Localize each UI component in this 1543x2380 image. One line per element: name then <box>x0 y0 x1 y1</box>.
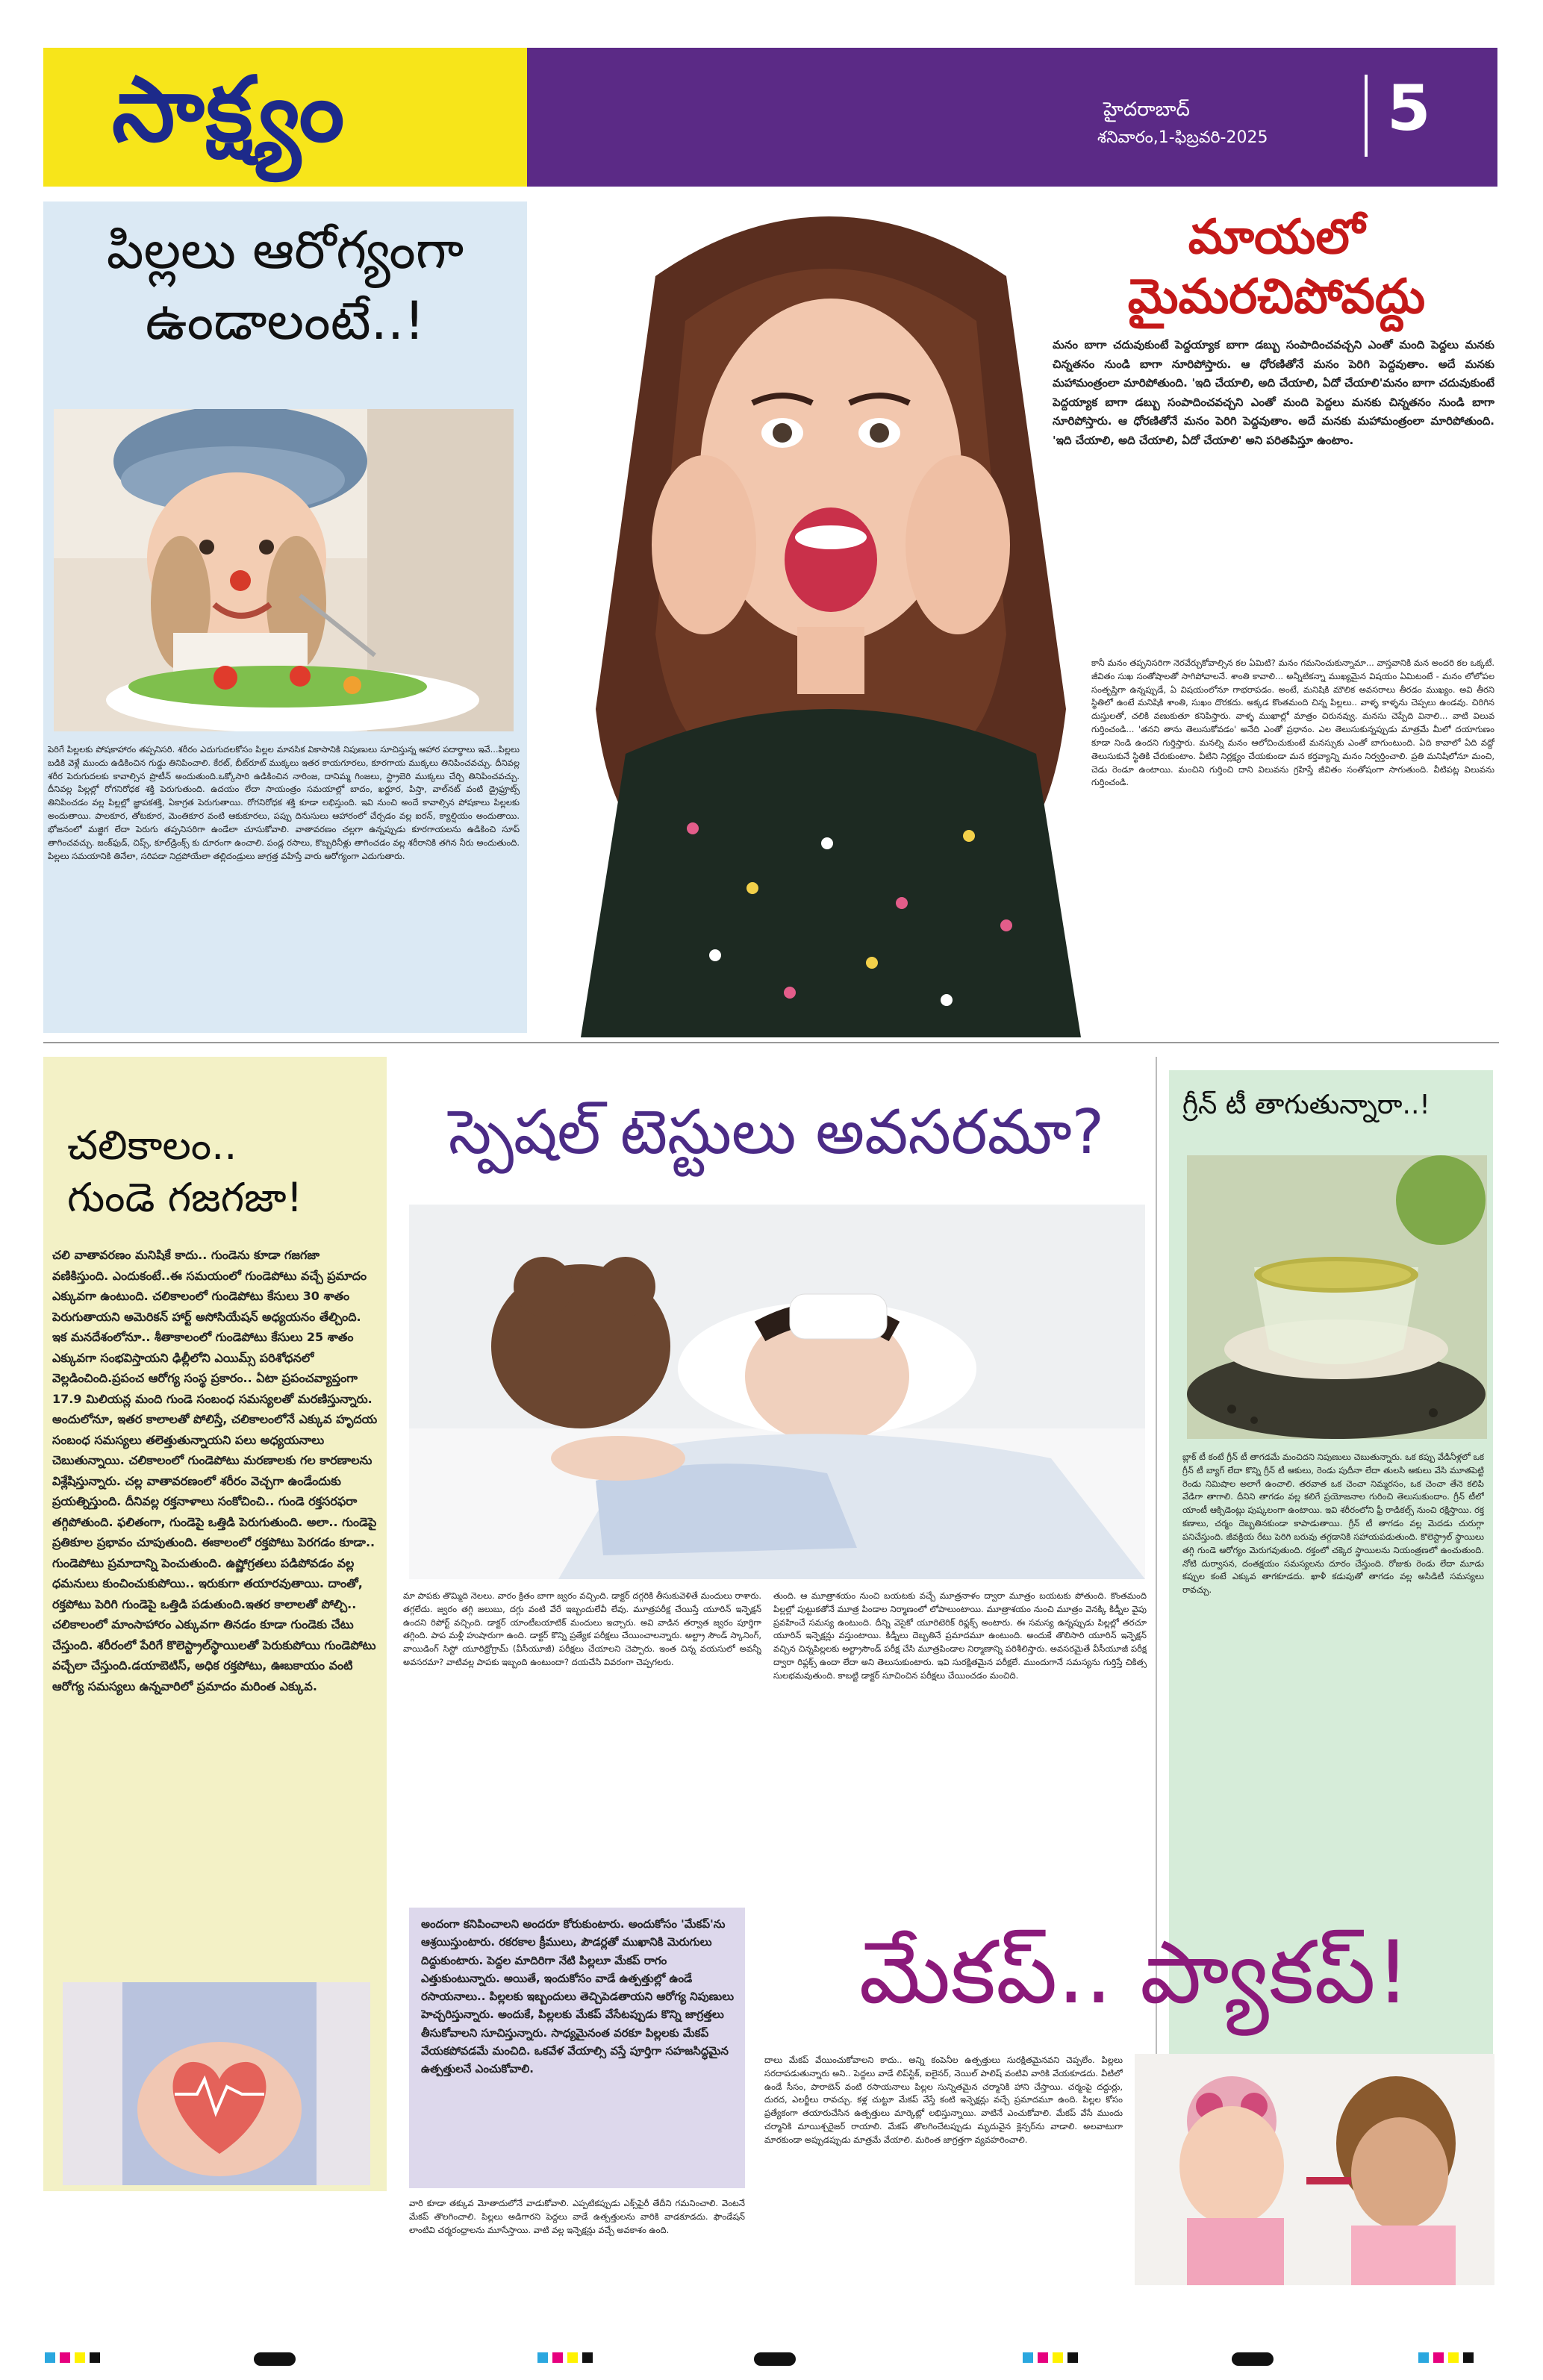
registration-mark-yellow <box>75 2352 85 2363</box>
page-number: 5 <box>1387 72 1431 145</box>
registration-mark-yellow <box>567 2352 578 2363</box>
registration-mark-cyan <box>1023 2352 1033 2363</box>
registration-mark-black <box>582 2352 593 2363</box>
registration-mark-magenta <box>60 2352 70 2363</box>
registration-oval <box>1232 2352 1274 2366</box>
makeup-headline[interactable]: మేకప్.. ప్యాకప్! <box>858 1923 1411 2023</box>
kids-health-headline[interactable] <box>52 215 518 356</box>
green-tea-body: బ్లాక్ టీ కంటే గ్రీన్ టీ తాగడమే మంచిదని నిపుణులు చెబుతున్నారు. ఒక కప్పు వేడినీళ్లలో ఒక గ్రీన్ టీ బ్యాగ్ లేదా కొన్ని గ్రీన్ టీ ఆకులు, రెండు పుదీనా లేదా తులసి ఆకులు వేసి మూతపెట్టి రెండు నిమిషాల అలాగే ఉంచాలి. తరవాత ఒక చెంచా నిమ్మరసం, ఒక చెంచా తేనె కలిపి వేడిగా తాగాలి. దీనిని తాగడం వల్ల కలిగే ప్రయోజనాల గురించి తెలుసుకుందాం. గ్రీన్ టీలో యాంటీ ఆక్సిడెంట్లు పుష్కలంగా ఉంటాయి. ఇవి శరీరంలోని ఫ్రీ రాడికల్స్ నుంచి రక్షిస్తాయి. రక్త కణాలు, చర్మం దెబ్బతినకుండా కాపాడుతాయి. గ్రీన్ టీ తాగడం వల్ల మెదడు చురుగ్గా పనిచేస్తుంది. జీవక్రియ రేటు పెరిగి బరువు తగ్గడానికి సహాయపడుతుంది. కొలెస్ట్రాల్ స్థాయిలు తగ్గి గుండె ఆరోగ్యం మెరుగవుతుంది. రక్తంలో చక్కెర స్థాయిలను నియంత్రణలో ఉంచుతుంది. నోటి దుర్వాసన, దంతక్షయం సమస్యలను దూరం చేస్తుంది. రోజుకు రెండు లేదా మూడు కప్పుల కంటే ఎక్కువ తాగకూడదు. ఖాళీ కడుపుతో తాగడం వల్ల అసిడిటీ సమస్యలు రావచ్చు. <box>1182 1452 1484 1596</box>
newspaper-logo: సాక్ష్యం <box>112 58 346 162</box>
heart-health-photo <box>63 1982 370 2185</box>
child-eating-salad-photo <box>54 409 514 731</box>
makeup-column-1: వారి కూడా తక్కువ మోతాదులోనే వాడుకోవాలి. ఎప్పటికప్పుడు ఎక్స్‌పైరీ తేదీని గమనించాలి. వెంటనే మేకప్ తొలగించాలి. పిల్లలు అడిగారని పెద్దలు వాడే ఉత్పత్తులను వారికి వాడకూడదు. ఫౌండేషన్ లాంటివి చర్మరంధ్రాలను మూసేస్తాయి. వాటి వల్ల ఇన్ఫెక్షన్లు వచ్చే అవకాశం ఉంది. <box>409 2198 745 2235</box>
makeup-intro-text: అందంగా కనిపించాలని అందరూ కోరుకుంటారు. అందుకోసం 'మేకప్'ను ఆశ్రయిస్తుంటారు. రకరకాల క్రీములు, పౌడర్లతో ముఖానికి మెరుగులు దిద్దుకుంటారు. పెద్దల మాదిరిగా నేటి పిల్లలూ మేకప్ రాగం ఎత్తుకుంటున్నారు. అయితే, ఇందుకోసం వాడే ఉత్పత్తుల్లో ఉండే రసాయనాలు.. పిల్లలకు ఇబ్బందులు తెచ్చిపెడతాయని ఆరోగ్య నిపుణులు హెచ్చరిస్తున్నారు. అందుకే, పిల్లలకు మేకప్ వేసేటప్పుడు కొన్ని జాగ్రత్తలు తీసుకోవాలని సూచిస్తున్నారు. సాధ్యమైనంత వరకూ పిల్లలకు మేకప్ వేయకపోవడమే మంచిది. ఒకవేళ వేయాల్సి వస్తే పూర్తిగా సహజసిద్ధమైన ఉత్పత్తులనే ఎంచుకోవాలి. <box>421 1917 735 2076</box>
maya-headline-line1: మాయలో <box>1188 210 1365 265</box>
kids-headline-line2: ఉండాలంటే..! <box>145 290 426 352</box>
registration-mark-yellow <box>1053 2352 1063 2363</box>
edition-date: శనివారం,1-ఫిబ్రవరి-2025 <box>1097 128 1268 147</box>
winter-headline-line1: చలికాలం.. <box>67 1122 237 1169</box>
masthead-divider <box>1365 75 1368 157</box>
registration-mark-cyan <box>1418 2352 1429 2363</box>
special-tests-column-2: తుంది. ఆ మూత్రాశయం నుంచి బయటకు వచ్చే మూత్రనాళం ద్వారా మూత్రం బయటకు పోతుంది. కొంతమంది పిల్లల్లో పుట్టుకతోనే మూత్ర పిండాల నిర్మాణంలో లోపాలుంటాయి. మూత్రాశయం నుంచి మూత్రం వెనక్కి కిడ్నీల వైపు ప్రవహించే సమస్య ఉంటుంది. దీన్ని వెసైకో యూరిటెరిక్ రిఫ్లక్స్ అంటారు. ఈ సమస్య ఉన్నప్పుడు పిల్లల్లో తరచూ యూరిన్ ఇన్ఫెక్షన్లు వస్తుంటాయి. కిడ్నీలు దెబ్బతినే ప్రమాదమూ ఉంటుంది. అందుకే తొలిసారి యూరిన్ ఇన్ఫెక్షన్ వచ్చిన చిన్నపిల్లలకు అల్ట్రాసౌండ్ పరీక్ష చేసి మూత్రపిండాల నిర్మాణాన్ని పరిశీలిస్తారు. అవసరమైతే వీసీయూజీ పరీక్ష ద్వారా రిఫ్లక్స్ ఉందా లేదా అని తెలుసుకుంటారు. ఇవి సురక్షితమైన పరీక్షలే. ముందుగానే సమస్యను గుర్తిస్తే చికిత్స సులభమవుతుంది. కాబట్టి డాక్టర్ సూచించిన పరీక్షలు చేయించడం మంచిది. <box>773 1590 1147 1681</box>
registration-mark-magenta <box>1038 2352 1048 2363</box>
registration-mark-black <box>1067 2352 1078 2363</box>
winter-headline-line2: గుండె గజగజా! <box>67 1174 303 1222</box>
registration-mark-cyan <box>45 2352 55 2363</box>
green-tea-headline[interactable]: గ్రీన్ టీ తాగుతున్నారా..! <box>1182 1090 1430 1120</box>
registration-mark-magenta <box>1433 2352 1444 2363</box>
registration-mark-cyan <box>537 2352 548 2363</box>
special-tests-headline[interactable]: స్పెషల్ టెస్టులు అవసరమా? <box>448 1097 1105 1168</box>
special-tests-column-1: మా పాపకు తొమ్మిది నెలలు. వారం క్రితం బాగా జ్వరం వచ్చింది. డాక్టర్ దగ్గరికి తీసుకువెళితే మందులు రాశారు. తగ్గలేదు. జ్వరం తగ్గి జలుబు, దగ్గు వంటి వేరే ఇబ్బందులేవీ లేవు. మూత్రపరీక్ష చేయిస్తే యూరిన్ ఇన్ఫెక్షన్ ఉందని రిపోర్ట్ వచ్చింది. డాక్టర్ యాంటీబయాటిక్ మందులు ఇచ్చారు. అవి వాడిన తర్వాత జ్వరం పూర్తిగా తగ్గింది. పాప మళ్లీ హుషారుగా ఉంది. డాక్టర్ కొన్ని ప్రత్యేక పరీక్షలు చేయించాలన్నారు. అల్ట్రా సౌండ్ స్కానింగ్, వాయిడింగ్ సిస్టో యూరిథ్రోగ్రామ్ (వీసీయూజీ) పరీక్షలు చేయాలని చెప్పారు. ఇంత చిన్న వయసులో అవన్నీ అవసరమా? వాటివల్ల పాపకు ఇబ్బంది ఉంటుందా? దయచేసి వివరంగా చెప్పగలరు. <box>403 1590 761 1668</box>
winter-heart-headline[interactable] <box>67 1119 302 1224</box>
makeup-column-2: దాలు మేకప్ వేయించుకోవాలని కాదు.. అన్ని కంపెనీల ఉత్పత్తులు సురక్షితమైనవని చెప్పలేం. పిల్లలు సరదాపడుతున్నారు అని.. పెద్దలు వాడే లిప్‌స్టిక్, ఐలైనర్, నెయిల్ పాలిష్ వంటివి వారికి వేయకూడదు. వీటిలో ఉండే సీసం, పారాబెన్ వంటి రసాయనాలు పిల్లల సున్నితమైన చర్మానికి హాని చేస్తాయి. చర్మంపై దద్దుర్లు, దురద, ఎలర్జీలు రావచ్చు. కళ్ల చుట్టూ మేకప్ వేస్తే కంటి ఇన్ఫెక్షన్లు వచ్చే ప్రమాదమూ ఉంది. పిల్లల కోసం ప్రత్యేకంగా తయారుచేసిన ఉత్పత్తులు మార్కెట్లో లభిస్తున్నాయి. వాటినే ఎంచుకోవాలి. మేకప్ వేసే ముందు చర్మానికి మాయిశ్చరైజర్ రాయాలి. మేకప్ తొలగించేటప్పుడు మృదువైన క్లెన్సర్‌ను వాడాలి. అలవాటుగా మారకుండా అప్పుడప్పుడు మాత్రమే వేయాలి. మరింత జాగ్రత్తగా వ్యవహరించాలి. <box>764 2055 1123 2145</box>
surprised-woman-photo <box>529 187 1133 1037</box>
maya-headline-line2: మైమరచిపోవద్దు <box>1127 269 1426 325</box>
winter-heart-body: చలి వాతావరణం మనిషికే కాదు.. గుండెను కూడా గజగజా వణికిస్తుంది. ఎందుకంటే..ఈ సమయంలో గుండెపోటు వచ్చే ప్రమాదం ఎక్కువగా ఉంటుంది. చలికాలంలో గుండెపోటు కేసులు 30 శాతం పెరుగుతాయని అమెరికన్ హార్ట్ అసోసియేషన్ అధ్యయనం తేల్చింది. ఇక మనదేశంలోనూ.. శీతాకాలంలో గుండెపోటు కేసులు 25 శాతం ఎక్కువగా సంభవిస్తాయని ఢిల్లీలోని ఎయిమ్స్ పరిశోధనలో వెల్లడించింది.ప్రపంచ ఆరోగ్య సంస్థ ప్రకారం.. ఏటా ప్రపంచవ్యాప్తంగా 17.9 మిలియన్ల మంది గుండె సంబంధ సమస్యలతో మరణిస్తున్నారు. అందులోనూ, ఇతర కాలాలతో పోలిస్తే, చలికాలంలోనే ఎక్కువ హృదయ సంబంధ సమస్యలు తలెత్తుతున్నాయని పలు అధ్యయనాలు చెబుతున్నాయి. చలికాలంలో గుండెపోటు మరణాలకు గల కారణాలను విశ్లేషిస్తున్నారు. చల్ల వాతావరణంలో శరీరం వెచ్చగా ఉండేందుకు ప్రయత్నిస్తుంది. దీనివల్ల రక్తనాళాలు సంకోచించి.. గుండె రక్తసరఫరా తగ్గిపోతుంది. ఫలితంగా, గుండెపై ఒత్తిడి పెరుగుతుంది. అలా.. గుండెపై ప్రతికూల ప్రభావం చూపుతుంది. ఈకాలంలో రక్తపోటు పెరగడం కూడా.. గుండెపోటు ప్రమాదాన్ని పెంచుతుంది. ఉష్ణోగ్రతలు పడిపోవడం వల్ల ధమనులు కుంచించుకుపోయి.. ఇరుకుగా తయారవుతాయి. దాంతో, రక్తపోటు పెరిగి గుండెపై ఒత్తిడి పడుతుంది.ఇతర కాలాలతో పోల్చి.. చలికాలంలో మాంసాహారం ఎక్కువగా తినడం కూడా గుండెకు చేటు చేస్తుంది. శరీరంలో పేరిగే కొలెస్ట్రాల్‌స్థాయిలతో పెరుకుపోయి గుండెపోటు వచ్చేలా చేస్తుంది.డయాబెటిస్, అధిక రక్తపోటు, ఊబకాయం వంటి ఆరోగ్య సమస్యలు ఉన్నవారిలో ప్రమాదం మరింత ఎక్కువ. <box>52 1248 378 1693</box>
section-divider <box>43 1042 1499 1043</box>
registration-mark-yellow <box>1448 2352 1459 2363</box>
registration-mark-black <box>1463 2352 1474 2363</box>
registration-oval <box>754 2352 796 2366</box>
sick-child-in-bed-photo <box>409 1205 1145 1579</box>
kids-headline-line1: పిల్లలు ఆరోగ్యంగా <box>106 219 464 281</box>
maya-article-body: కానీ మనం తప్పనిసరిగా నెరవేర్చుకోవాల్సిన కల ఏమిటి? మనం గమనించుకున్నామా... వాస్తవానికి మన అందరి కల ఒక్కటే. జీవితం సుఖ సంతోషాలతో సాగిపోవాలనే. శాంతి కావాలి... అన్నీటికన్నా ముఖ్యమైన విషయం ఏమిటంటే - మనం లోలోపల సంతృప్తిగా ఉన్నప్పుడే, ఏ విషయంలోనూ గాభరాపడం. అంటే, మనిషికి మౌలిక అవసరాలు తీరడం ముఖ్యం. అవి తీరని స్థితిలో ఉంటే మనిషికి శాంతి, సుఖం దొరకదు. అక్కడ కొంతమంది చిన్న పిల్లలు.. వాళ్ళ కాళ్ళను చెప్పలు ఉండవు. చిరిగిన దుస్తులతో, చలికి వణుకుతూ కనిపిస్తారు. వాళ్ళ ముఖాల్లో మాత్రం చిరునవ్వు. మనసు చెప్పేది వినాలి... వాటి విలువ గుర్తించండి... 'తనని తాను తెలుసుకోవడం' అనేది ఎంతో ప్రధానం. ఎల తెలుసుకున్నప్పుడు మాత్రమే మీలో దయాగుణం కూడా నిండి ఉందని గుర్తిస్తారు. మనల్ని మనం ఆలోచించుకుంటే మనస్సుకు ఎంతో బాగుంటుంది. ఏది కావాలో ఏది వద్దో తెలుసుకునే స్థితికి చేరుకుంటాం. వీటిని నిర్లక్ష్యం చేయకుండా మన కర్తవ్యాన్ని మనం నిర్వర్తించాలి. ప్రతి మనిషిలోనూ మంచి, చెడు రెండూ ఉంటాయి. మంచిని గుర్తించి దాని విలువను గ్రహిస్తే జీవితం సంతోషంగా సాగుతుంది. వీటిపట్ల విలువను గుర్తించండి. <box>1091 658 1494 788</box>
girls-playing-makeup-photo <box>1135 2054 1494 2285</box>
maya-article-headline[interactable] <box>1060 207 1493 327</box>
maya-article-intro: మనం బాగా చదువుకుంటే పెద్దయ్యాక బాగా డబ్బు సంపాదించవచ్చని ఎంతో మంది పెద్దలు మనకు చిన్నతనం నుండి బాగా నూరిపోస్తారు. ఆ ధోరణితోనే మనం పెరిగి పెద్దవుతాం. అదే మనకు మహామంత్రంలా మారిపోతుంది. 'ఇది చేయాలి, అది చేయాలి, ఏదో చేయాలి'మనం బాగా చదువుకుంటే పెద్దయ్యాక బాగా డబ్బు సంపాదించవచ్చని ఎంతో మంది పెద్దలు మనకు చిన్నతనం నుండి బాగా నూరిపోస్తారు. ఆ ధోరణితోనే మనం పెరిగి పెద్దవుతాం. అదే మనకు మహామంత్రంలా మారిపోతుంది. 'ఇది చేయాలి, అది చేయాలి, ఏదో చేయాలి' అని పరితపిస్తూ ఉంటాం. <box>1053 338 1494 447</box>
kids-health-body: పెరిగే పిల్లలకు పోషకాహారం తప్పనిసరి. శరీరం ఎదుగుదలకోసం పిల్లల మానసిక వికాసానికి నిపుణులు సూచిస్తున్న ఆహార పదార్థాలు ఇవే...పిల్లలు బడికి వెళ్లే ముందు ఉడికించిన గుడ్డు తినిపించాలి. కేరట్, బీట్‌రూట్ ముక్కలు ఇతర కాయగూరలు, కూరగాయ ముక్కలు తినిపించవచ్చు. దీనివల్ల శరీర పెరుగుదలకు కావాల్సిన ప్రొటీన్ అందుతుంది.ఒక్కోసారి ఉడికించిన నారింజ, దానిమ్మ గింజలు, స్ట్రాబెరి ముక్కలు చేర్చి తినిపించవచ్చు. దీనివల్ల పిల్లల్లో రోగనిరోధక శక్తి పెరుగుతుంది. ఉదయం లేదా సాయంత్రం సమయాల్లో బాదం, ఖర్జూర, పిస్తా, వాల్‌నట్ వంటి డ్రైఫ్రూట్స్ తినిపించడం వల్ల పిల్లల్లో జ్ఞాపకశక్తి, ఏకాగ్రత పెరుగుతాయి. రోగనిరోధక శక్తి కూడా లభిస్తుంది. ఇవి నుంచి అందే కావాల్సిన పోషకాలు పిల్లలకు అందుతాయి. పాలకూర, తోటకూర, మెంతికూర వంటి ఆకుకూరలు, పప్పు దినుసులు ఆహారంలో చేర్చడం వల్ల ఐరన్, క్యాల్షియం అందుతాయి. భోజనంలో మజ్జిగ లేదా పెరుగు తప్పనిసరిగా ఉండేలా చూసుకోవాలి. వాతావరణం చల్లగా ఉన్నప్పుడు కూరగాయలను ఉడికించి సూప్ తాగించవచ్చు. జంక్‌ఫుడ్, చిప్స్, కూల్‌డ్రింక్స్ కు దూరంగా ఉంచాలి. పండ్ల రసాలు, కొబ్బరినీళ్లు తాగించడం వల్ల శరీరానికి తగిన నీరు అందుతుంది. పిల్లలు సమయానికి తినేలా, సరిపడా నిద్రపోయేలా తల్లిదండ్రులు జాగ్రత్త వహిస్తే వారు ఆరోగ్యంగా ఎదుగుతారు. <box>48 744 520 861</box>
green-tea-cup-photo <box>1187 1155 1487 1439</box>
registration-oval <box>254 2352 296 2366</box>
masthead-band <box>527 48 1497 187</box>
registration-mark-magenta <box>552 2352 563 2363</box>
edition-city: హైదరాబాద్ <box>1103 99 1190 121</box>
registration-mark-black <box>90 2352 100 2363</box>
